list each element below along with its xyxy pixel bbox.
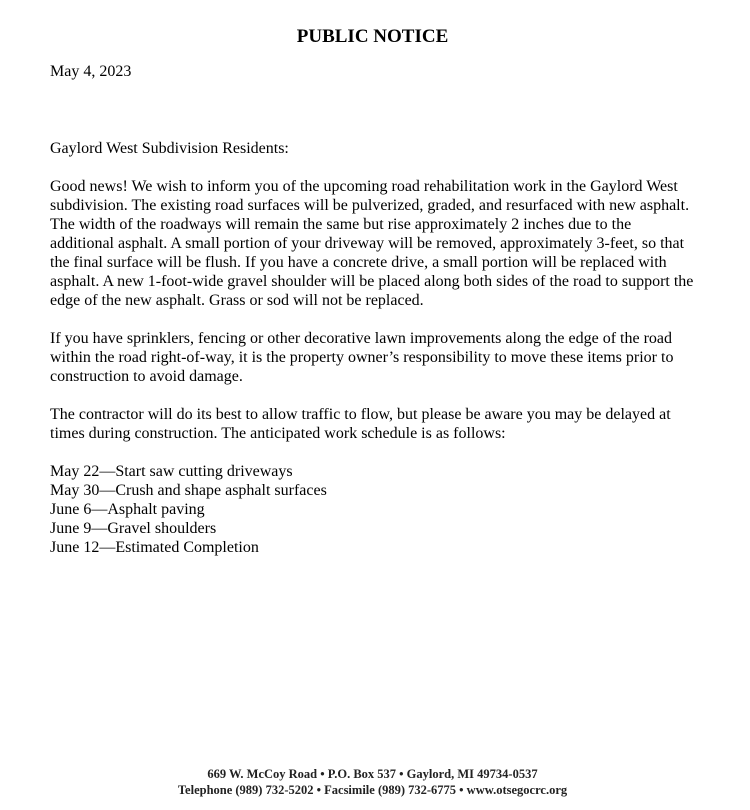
schedule-item: May 30—Crush and shape asphalt surfaces	[50, 482, 327, 499]
paragraph: Good news! We wish to inform you of the upcoming road rehabilitation work in the Gaylord West subdivision. The existing road surfaces will be pulverized, graded, and resurfaced with new asphalt. The width of the roadways will remain the same but rise approximately 2 inches due to the additional asphalt. A small portion of your driveway will be removed, approximately 3-feet, so that the final surface will be flush. If you have a concrete drive, a small portion will be replaced with asphalt. A new 1-foot-wide gravel shoulder will be placed along both sides of the road to support the edge of the new asphalt. Grass or sod will not be replaced.	[50, 178, 694, 309]
notice-date: May 4, 2023	[50, 63, 132, 80]
footer-contact: Telephone (989) 732-5202 • Facsimile (989) 732-6775 • www.otsegocrc.org	[177, 783, 568, 797]
paragraph: The contractor will do its best to allow traffic to flow, but please be aware you may be delayed at times during construction. The anticipated work schedule is as follows:	[50, 406, 671, 442]
salutation: Gaylord West Subdivision Residents:	[50, 140, 289, 157]
schedule-item: June 6—Asphalt paving	[50, 501, 205, 518]
schedule-list	[50, 462, 698, 557]
footer	[0, 766, 745, 798]
footer-address: 669 W. McCoy Road • P.O. Box 537 • Gaylord, MI 49734-0537	[207, 767, 538, 781]
notice-body	[50, 139, 698, 557]
schedule-item: June 9—Gravel shoulders	[50, 520, 217, 537]
schedule-item: June 12—Estimated Completion	[50, 539, 259, 556]
paragraph: If you have sprinklers, fencing or other decorative lawn improvements along the edge of the road within the road right-of-way, it is the property owner’s responsibility to move these items prior to construction to avoid damage.	[50, 330, 674, 385]
schedule-item: May 22—Start saw cutting driveways	[50, 463, 293, 480]
document-title: PUBLIC NOTICE	[296, 26, 449, 47]
